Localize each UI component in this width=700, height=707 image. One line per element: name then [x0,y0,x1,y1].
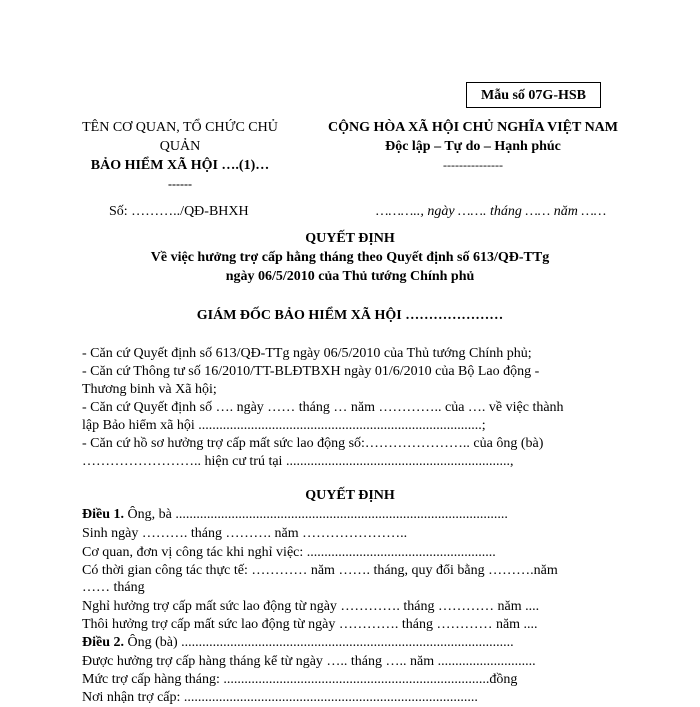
article1-line: Cơ quan, đơn vị công tác khi nghỉ việc: ...................................................... [82,545,496,560]
article1-line: Thôi hưởng trợ cấp mất sức lao động từ ngày …………. tháng ………… năm .... [82,617,538,632]
article2-line: Được hưởng trợ cấp hàng tháng kể từ ngày ….. tháng ….. năm ............................ [82,654,536,669]
agency-line1: TÊN CƠ QUAN, TỔ CHỨC CHỦ [82,120,278,135]
director-title: GIÁM ĐỐC BẢO HIỂM XÃ HỘI ………………… [196,308,504,323]
article1-line: Nghỉ hưởng trợ cấp mất sức lao động từ ngày …………. tháng ………… năm .... [82,599,540,614]
right-header [308,118,638,175]
doc-title: QUYẾT ĐỊNH [305,231,395,246]
basis-line: …………………….. hiện cư trú tại ................................................................, [82,454,514,469]
article2-label: Điều 2. [82,635,124,650]
article1-name: Ông, bà ............................................................................................... [124,507,508,522]
basis-line: - Căn cứ Quyết định số …. ngày …… tháng … năm ………….. của …. về việc thành [82,400,564,415]
decision-title: QUYẾT ĐỊNH [305,488,395,503]
article2-name: Ông (bà) ............................................................................................... [124,635,514,650]
basis-line: lập Bảo hiểm xã hội .................................................................................; [82,418,486,433]
form-code-box [466,82,601,108]
article1-line: Có thời gian công tác thực tế: ………… năm ……. tháng, quy đổi bằng ……….năm [82,563,558,578]
agency-name: BẢO HIỂM XÃ HỘI ….(1)… [90,158,270,173]
subject-line2: ngày 06/5/2010 của Thủ tướng Chính phủ [225,269,475,284]
right-separator: --------------- [443,158,503,172]
article2-header [82,633,514,652]
article2-line: Nơi nhận trợ cấp: .................................................................................... [82,690,478,705]
country-name: CỘNG HÒA XÃ HỘI CHỦ NGHĨA VIỆT NAM [327,120,618,135]
basis-line: - Căn cứ Thông tư số 16/2010/TT-BLĐTBXH ngày 01/6/2010 của Bộ Lao động - [82,364,540,379]
date-line: ……….., ngày ……. tháng …… năm …… [376,204,607,219]
left-header [60,118,300,194]
article1-line: …… tháng [82,580,145,595]
article1-label: Điều 1. [82,507,124,522]
article1-line: Sinh ngày ………. tháng ………. năm ………………….. [82,526,408,541]
form-code: Mẫu số 07G-HSB [480,87,586,103]
article2-line: Mức trợ cấp hàng tháng: ............................................................................đồng [82,672,518,687]
basis-line: - Căn cứ hồ sơ hưởng trợ cấp mất sức lao động số:………………….. của ông (bà) [82,436,544,451]
left-separator: ------ [168,177,192,191]
article1-header [82,505,508,524]
motto: Độc lập – Tự do – Hạnh phúc [385,139,561,154]
agency-line2: QUẢN [159,139,201,154]
decision-number: Số: ………../QĐ-BHXH [109,204,249,219]
basis-line: - Căn cứ Quyết định số 613/QĐ-TTg ngày 06/5/2010 của Thủ tướng Chính phủ; [82,346,532,361]
basis-line: Thương binh và Xã hội; [82,382,217,397]
subject-line1: Về việc hưởng trợ cấp hằng tháng theo Quyết định số 613/QĐ-TTg [150,250,550,265]
